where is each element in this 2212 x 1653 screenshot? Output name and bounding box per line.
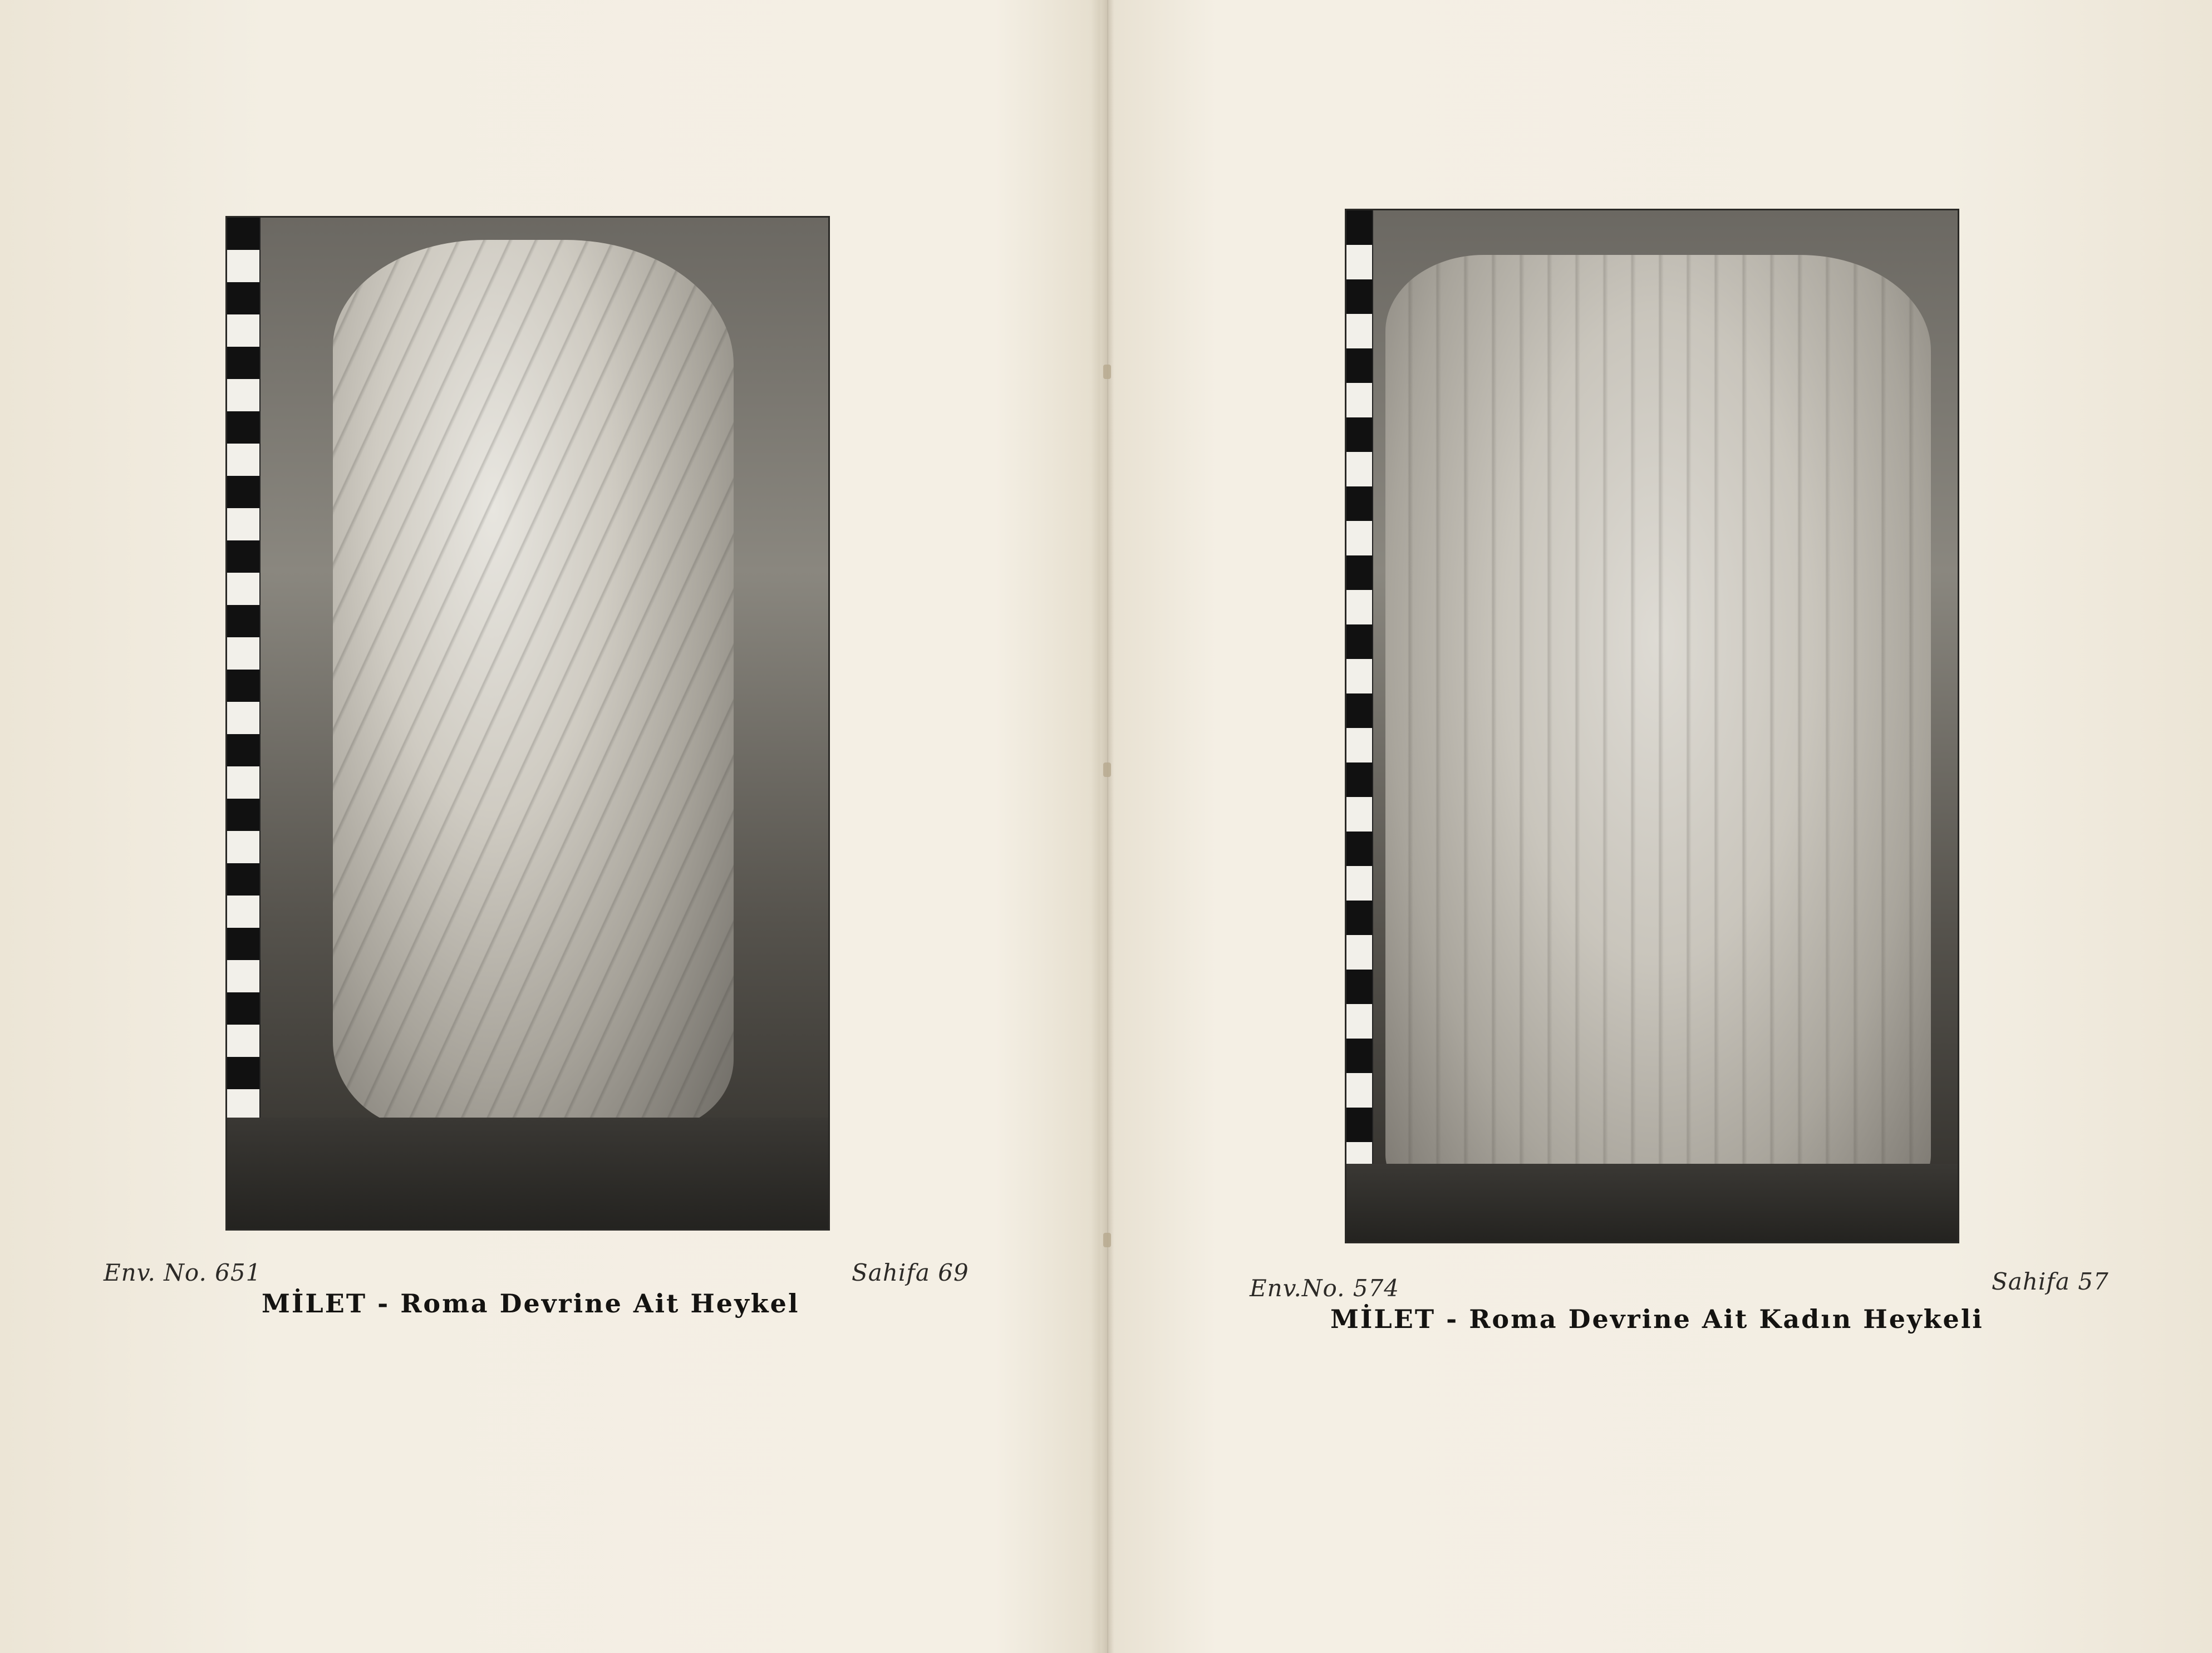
statue-photo-left bbox=[225, 216, 830, 1231]
plate-caption: MİLET - Roma Devrine Ait Heykel bbox=[262, 1288, 800, 1319]
page-reference: Sahifa 69 bbox=[852, 1259, 969, 1286]
statue-photo-right bbox=[1345, 209, 1959, 1243]
photo-ground bbox=[227, 1118, 828, 1229]
drapery-folds bbox=[1385, 255, 1931, 1212]
female-statue-figure bbox=[1385, 255, 1931, 1212]
plate-caption: MİLET - Roma Devrine Ait Kadın Heykeli bbox=[1330, 1304, 1984, 1334]
inventory-number: Env.No. 574 bbox=[1250, 1275, 1399, 1302]
binding-stitch bbox=[1103, 365, 1111, 379]
book-gutter bbox=[1101, 0, 1114, 1653]
inventory-number: Env. No. 651 bbox=[104, 1259, 262, 1286]
measuring-scale-bar bbox=[1346, 210, 1373, 1242]
photo-ground bbox=[1346, 1164, 1958, 1242]
page-reference: Sahifa 57 bbox=[1992, 1268, 2109, 1295]
binding-stitch bbox=[1103, 1233, 1111, 1247]
draped-statue-figure bbox=[333, 240, 734, 1130]
binding-stitch bbox=[1103, 762, 1111, 777]
right-page bbox=[1108, 0, 2212, 1653]
drapery-folds bbox=[333, 240, 734, 1130]
measuring-scale-bar bbox=[227, 218, 260, 1229]
